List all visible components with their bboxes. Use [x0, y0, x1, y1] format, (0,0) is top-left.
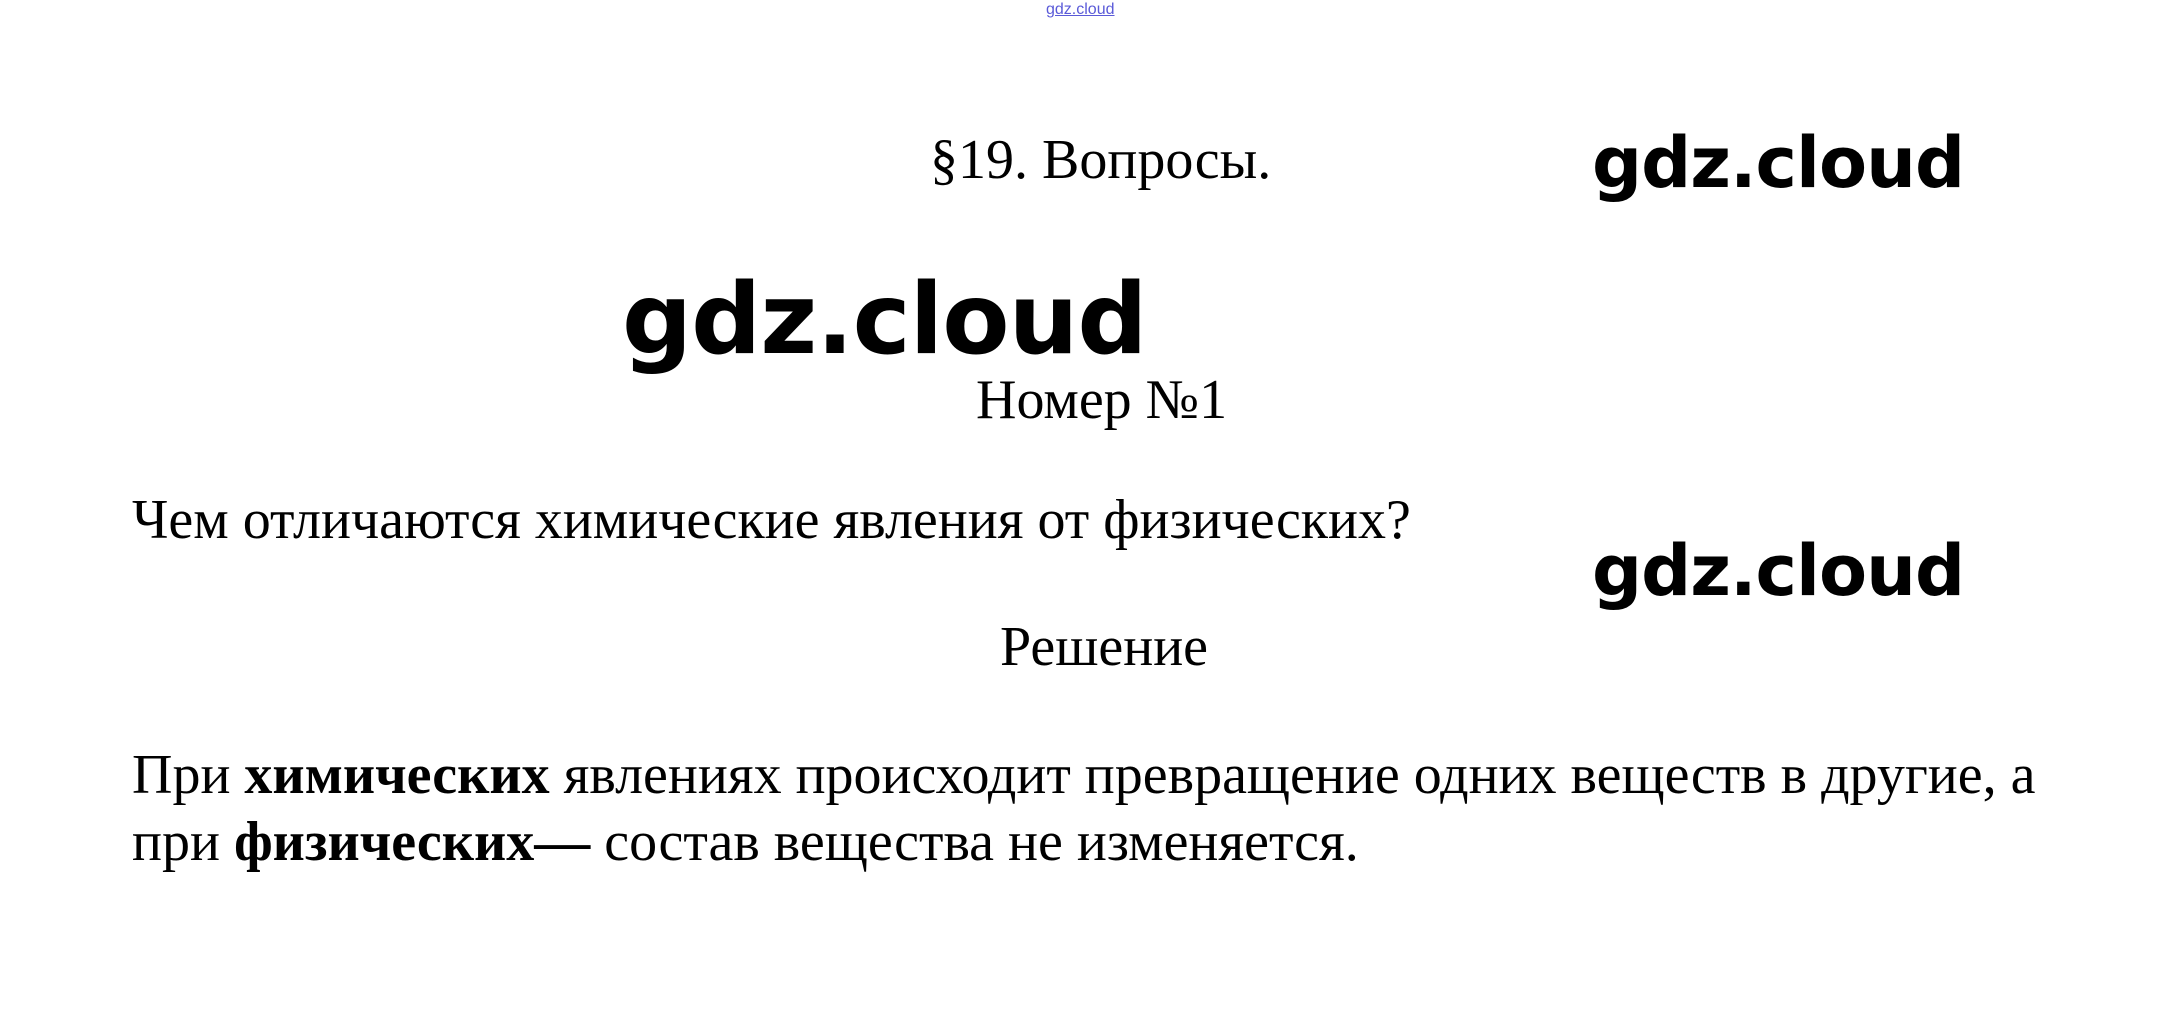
watermark-logo: gdz.cloud — [1592, 530, 1965, 612]
source-link[interactable]: gdz.cloud — [1046, 1, 1115, 18]
answer-bold-term: химических — [244, 744, 550, 806]
watermark-logo: gdz.cloud — [622, 263, 1147, 377]
question-text: Чем отличаются химические явления от физических? — [132, 489, 1411, 551]
answer-part: При — [132, 744, 245, 806]
watermark-logo: gdz.cloud — [1592, 122, 1965, 204]
problem-number: Номер №1 — [976, 369, 1228, 431]
answer-part: состав вещества не изменяется. — [590, 811, 1359, 873]
answer-text — [132, 742, 2092, 876]
section-title: §19. Вопросы. — [930, 129, 1272, 191]
solution-heading: Решение — [1000, 616, 1209, 678]
answer-part: явлениях происходит превращение одних веществ в другие, а при — [132, 744, 2036, 873]
answer-bold-term: физических— — [233, 811, 591, 873]
